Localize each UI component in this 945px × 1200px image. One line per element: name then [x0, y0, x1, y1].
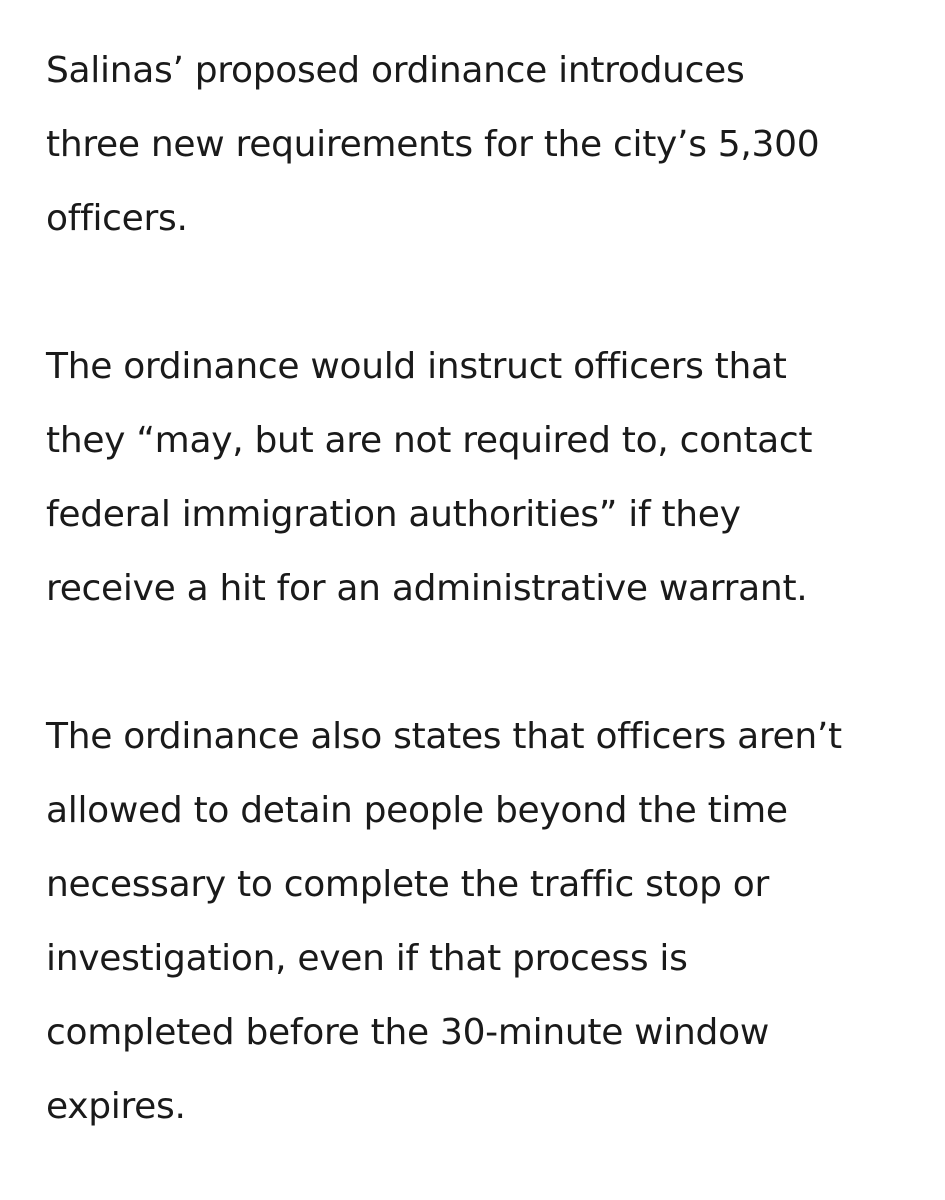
article-body — [46, 34, 926, 1144]
paragraph — [46, 700, 926, 1144]
text-line: Salinas’ proposed ordinance introduces — [46, 50, 745, 91]
paragraph — [46, 330, 926, 626]
text-line: allowed to detain people beyond the time — [46, 790, 788, 831]
text-line: federal immigration authorities” if they — [46, 494, 741, 535]
text-line: they “may, but are not required to, contact — [46, 420, 813, 461]
text-line: completed before the 30-minute window — [46, 1012, 769, 1053]
text-line: receive a hit for an administrative warrant. — [46, 568, 808, 609]
text-line: expires. — [46, 1086, 186, 1127]
text-line: three new requirements for the city’s 5,300 — [46, 124, 820, 165]
text-line: officers. — [46, 198, 188, 239]
text-line: The ordinance also states that officers aren’t — [46, 716, 842, 757]
paragraph — [46, 34, 926, 256]
text-line: The ordinance would instruct officers that — [46, 346, 787, 387]
text-line: necessary to complete the traffic stop or — [46, 864, 770, 905]
text-line: investigation, even if that process is — [46, 938, 688, 979]
